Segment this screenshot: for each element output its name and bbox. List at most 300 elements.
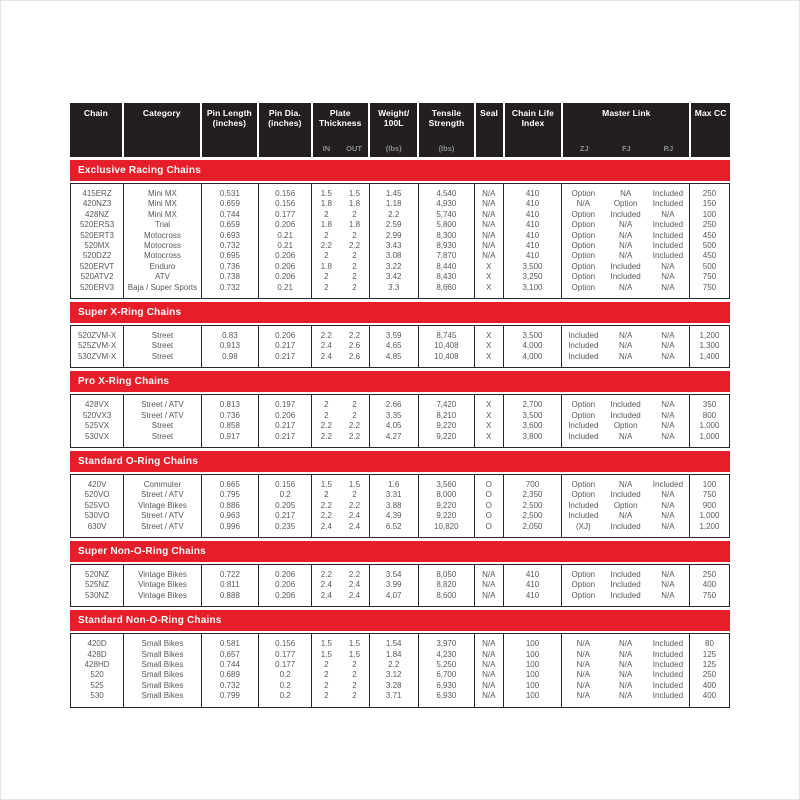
cell-pin-length: 0.811 — [201, 580, 258, 590]
cell-plate-in: 2 — [324, 670, 329, 680]
cell-chain-life: 2,500 — [503, 511, 562, 521]
section-title: Exclusive Racing Chains — [70, 160, 730, 181]
cell-pin-length: 0.744 — [201, 660, 258, 670]
cell-tensile: 9,220 — [418, 501, 474, 511]
cell-pin-length: 0.963 — [201, 511, 258, 521]
cell-max-cc: 400 — [702, 691, 717, 701]
cell-category: ATV — [124, 272, 202, 282]
table-row — [71, 341, 729, 351]
cell-chain-life: 410 — [503, 220, 562, 230]
cell-seal: O — [474, 501, 503, 511]
cell-master-fj: N/A — [618, 670, 633, 680]
table-row — [71, 511, 729, 521]
cell-master-zj: Option — [571, 400, 596, 410]
cell-chain-life: 2,700 — [503, 395, 562, 410]
cell-plate-out: 2 — [340, 691, 369, 706]
col-header-weight — [369, 103, 419, 157]
cell-max-cc: 1,400 — [699, 351, 720, 361]
cell-category: Small Bikes — [124, 691, 202, 706]
cell-weight: 4.27 — [369, 432, 418, 447]
cell-tensile: 8,660 — [418, 283, 474, 298]
table-row — [71, 210, 729, 220]
col-header-max-cc — [690, 103, 730, 157]
table-row — [71, 670, 729, 680]
cell-category: Street / ATV — [124, 395, 202, 410]
cell-pin-dia: 0.217 — [259, 511, 312, 521]
cell-chain: 525VO — [71, 501, 124, 511]
cell-weight: 4.65 — [369, 341, 418, 351]
cell-chain-life: 100 — [503, 660, 562, 670]
cell-chain: 520VO — [71, 490, 124, 500]
subcol-label-lbs: (lbs) — [438, 144, 455, 153]
cell-weight: 3.99 — [369, 580, 418, 590]
cell-plate-out: 2.2 — [340, 501, 369, 511]
cell-max-cc: 1,000 — [699, 511, 720, 521]
cell-category: Mini MX — [124, 184, 202, 199]
table-row — [71, 681, 729, 691]
cell-pin-dia: 0.235 — [259, 522, 312, 537]
cell-master-fj: NA — [620, 189, 632, 198]
cell-plate-out: 1.8 — [340, 199, 369, 209]
cell-chain-life: 410 — [503, 241, 562, 251]
cell-chain-life: 3,500 — [503, 411, 562, 421]
cell-pin-length: 0.98 — [201, 352, 258, 367]
cell-max-cc: 125 — [702, 659, 717, 669]
col-label: Seal — [480, 108, 498, 118]
cell-chain-life: 100 — [503, 681, 562, 691]
cell-seal: X — [474, 395, 503, 410]
cell-pin-length: 0.659 — [201, 199, 258, 209]
cell-max-cc: 750 — [702, 590, 717, 600]
cell-plate-in: 2.4 — [320, 351, 332, 361]
section-title: Super Non-O-Ring Chains — [70, 541, 730, 562]
cell-pin-length: 0.722 — [201, 565, 258, 580]
cell-category: Motocross — [124, 241, 202, 251]
table-row — [71, 475, 729, 490]
table-row — [71, 411, 729, 421]
table-row — [71, 352, 729, 367]
cell-tensile: 7,420 — [418, 395, 474, 410]
cell-master-rj: N/A — [647, 421, 690, 431]
cell-category: Motocross — [124, 231, 202, 241]
cell-max-cc: 250 — [702, 670, 717, 680]
cell-weight: 3.12 — [369, 670, 418, 680]
section-super-x-ring — [70, 302, 730, 368]
cell-master-rj: Included — [647, 475, 690, 490]
table-row — [71, 691, 729, 706]
cell-master-fj: N/A — [618, 282, 633, 292]
cell-pin-dia: 0.21 — [259, 283, 312, 298]
cell-max-cc: 125 — [702, 649, 717, 659]
cell-pin-length: 0.732 — [201, 681, 258, 691]
cell-max-cc: 250 — [702, 189, 717, 198]
cell-chain: 530 — [71, 691, 124, 706]
cell-max-cc: 500 — [702, 261, 717, 271]
cell-plate-in: 1.8 — [320, 220, 332, 230]
cell-plate-in: 2 — [324, 410, 329, 420]
cell-plate-out: 2 — [340, 210, 369, 220]
cell-pin-dia: 0.2 — [259, 681, 312, 691]
cell-max-cc: 750 — [702, 282, 717, 292]
cell-seal: N/A — [474, 634, 503, 649]
section-standard-non-o-ring — [70, 610, 730, 707]
cell-master-zj: N/A — [576, 199, 590, 209]
cell-tensile: 8,745 — [418, 326, 474, 341]
cell-weight: 3.71 — [369, 691, 418, 706]
cell-chain: 428D — [71, 650, 124, 660]
cell-chain-life: 2,500 — [503, 501, 562, 511]
cell-tensile: 6,930 — [418, 681, 474, 691]
cell-master-fj: N/A — [618, 649, 633, 659]
cell-plate-in: 2 — [324, 251, 329, 261]
cell-chain: 530VX — [71, 432, 124, 447]
cell-weight: 3.59 — [369, 326, 418, 341]
section-exclusive-racing — [70, 160, 730, 299]
cell-tensile: 10,408 — [418, 341, 474, 351]
cell-pin-dia: 0.177 — [259, 650, 312, 660]
cell-max-cc: 500 — [702, 241, 717, 251]
cell-tensile: 10,408 — [418, 352, 474, 367]
cell-tensile: 8,050 — [418, 565, 474, 580]
cell-chain: 525 — [71, 681, 124, 691]
cell-plate-in: 2.2 — [320, 241, 332, 251]
cell-chain: 520ERV3 — [71, 283, 124, 298]
cell-master-rj: Included — [647, 220, 690, 230]
cell-plate-in: 1.8 — [320, 261, 332, 271]
cell-weight: 3.22 — [369, 262, 418, 272]
cell-plate-out: 2.4 — [340, 580, 369, 590]
cell-pin-dia: 0.2 — [259, 490, 312, 500]
cell-master-zj: Option — [571, 569, 596, 579]
cell-chain: 530VO — [71, 511, 124, 521]
cell-plate-out: 2 — [340, 395, 369, 410]
cell-pin-dia: 0.206 — [259, 220, 312, 230]
cell-max-cc: 1,200 — [699, 521, 720, 531]
cell-tensile: 6,930 — [418, 691, 474, 706]
cell-pin-dia: 0.206 — [259, 251, 312, 261]
cell-master-zj: Option — [571, 590, 596, 600]
cell-max-cc: 800 — [702, 410, 717, 420]
table-row — [71, 184, 729, 199]
cell-category: Mini MX — [124, 199, 202, 209]
cell-master-fj: N/A — [618, 479, 633, 489]
cell-plate-out: 2 — [340, 681, 369, 691]
cell-category: Street / ATV — [124, 490, 202, 500]
cell-seal: X — [474, 421, 503, 431]
cell-master-rj: Included — [647, 634, 690, 649]
cell-max-cc: 80 — [705, 639, 714, 649]
cell-master-rj: N/A — [647, 580, 690, 590]
cell-max-cc: 750 — [702, 272, 717, 282]
cell-category: Street — [124, 326, 202, 341]
cell-seal: N/A — [474, 199, 503, 209]
cell-pin-dia: 0.205 — [259, 501, 312, 511]
cell-master-rj: Included — [647, 241, 690, 251]
cell-max-cc: 450 — [702, 251, 717, 261]
table-row — [71, 231, 729, 241]
cell-master-fj: Included — [610, 209, 641, 219]
cell-seal: N/A — [474, 241, 503, 251]
cell-weight: 1.18 — [369, 199, 418, 209]
cell-tensile: 4,230 — [418, 650, 474, 660]
cell-pin-dia: 0.197 — [259, 395, 312, 410]
cell-master-zj: Option — [571, 261, 596, 271]
cell-weight: 1.84 — [369, 650, 418, 660]
col-label: Max CC — [694, 108, 727, 118]
cell-seal: X — [474, 352, 503, 367]
cell-plate-out: 2 — [340, 262, 369, 272]
cell-category: Vintage Bikes — [124, 591, 202, 606]
cell-plate-out: 2 — [340, 251, 369, 261]
cell-category: Small Bikes — [124, 660, 202, 670]
cell-plate-in: 1.5 — [320, 639, 332, 649]
col-label: Tensile Strength — [428, 108, 465, 128]
cell-master-zj: Option — [571, 282, 596, 292]
cell-master-zj: Option — [571, 272, 596, 282]
cell-master-zj: Option — [571, 580, 596, 590]
cell-tensile: 8,430 — [418, 272, 474, 282]
cell-master-zj: Included — [568, 421, 599, 431]
cell-plate-out: 2 — [340, 272, 369, 282]
cell-weight: 2.66 — [369, 395, 418, 410]
cell-master-rj: N/A — [647, 272, 690, 282]
cell-master-rj: N/A — [647, 395, 690, 410]
cell-pin-dia: 0.177 — [259, 660, 312, 670]
cell-chain-life: 100 — [503, 670, 562, 680]
cell-max-cc: 100 — [702, 479, 717, 489]
cell-plate-out: 2 — [340, 231, 369, 241]
section-title: Super X-Ring Chains — [70, 302, 730, 323]
cell-pin-dia: 0.156 — [259, 634, 312, 649]
cell-master-zj: Option — [571, 241, 596, 251]
cell-plate-in: 2.2 — [320, 500, 332, 510]
cell-pin-length: 0.83 — [201, 326, 258, 341]
cell-pin-dia: 0.2 — [259, 670, 312, 680]
cell-seal: X — [474, 432, 503, 447]
cell-tensile: 10,820 — [418, 522, 474, 537]
cell-pin-dia: 0.177 — [259, 210, 312, 220]
cell-max-cc: 250 — [702, 569, 717, 579]
cell-max-cc: 450 — [702, 230, 717, 240]
cell-chain-life: 3,600 — [503, 421, 562, 431]
cell-master-fj: Option — [613, 199, 638, 209]
col-label: Pin Length (inches) — [206, 108, 252, 128]
cell-chain: 428HD — [71, 660, 124, 670]
cell-plate-in: 2 — [324, 490, 329, 500]
section-pro-x-ring — [70, 371, 730, 448]
cell-weight: 2.2 — [369, 660, 418, 670]
cell-pin-dia: 0.206 — [259, 262, 312, 272]
cell-tensile: 8,600 — [418, 591, 474, 606]
cell-chain: 525VX — [71, 421, 124, 431]
cell-chain: 525ZVM-X — [71, 341, 124, 351]
cell-seal: N/A — [474, 681, 503, 691]
table-row — [71, 421, 729, 431]
cell-plate-out: 2 — [340, 670, 369, 680]
cell-pin-length: 0.581 — [201, 634, 258, 649]
cell-max-cc: 400 — [702, 680, 717, 690]
cell-category: Street / ATV — [124, 511, 202, 521]
cell-chain-life: 3,100 — [503, 283, 562, 298]
cell-master-rj: N/A — [647, 341, 690, 351]
subcol-label-out: OUT — [346, 144, 362, 153]
cell-plate-in: 2.4 — [320, 521, 332, 531]
cell-master-rj: N/A — [647, 432, 690, 447]
cell-chain-life: 100 — [503, 650, 562, 660]
cell-seal: N/A — [474, 220, 503, 230]
cell-tensile: 5,800 — [418, 220, 474, 230]
cell-chain-life: 410 — [503, 251, 562, 261]
cell-plate-out: 1.5 — [340, 650, 369, 660]
chain-spec-table — [70, 103, 730, 709]
cell-plate-out: 2 — [340, 283, 369, 298]
cell-seal: O — [474, 490, 503, 500]
cell-plate-out: 1.5 — [340, 475, 369, 490]
cell-tensile: 4,930 — [418, 199, 474, 209]
cell-seal: N/A — [474, 670, 503, 680]
cell-max-cc: 900 — [702, 500, 717, 510]
cell-category: Street — [124, 421, 202, 431]
table-row — [71, 220, 729, 230]
cell-master-fj: Included — [610, 400, 641, 410]
cell-master-rj: Included — [647, 650, 690, 660]
cell-master-zj: Option — [571, 490, 596, 500]
cell-master-fj: N/A — [618, 220, 633, 230]
cell-master-zj: Included — [568, 351, 599, 361]
cell-weight: 4.05 — [369, 421, 418, 431]
table-row — [71, 283, 729, 298]
cell-tensile: 7,870 — [418, 251, 474, 261]
cell-master-rj: Included — [647, 231, 690, 241]
cell-weight: 3.35 — [369, 411, 418, 421]
cell-master-zj: Included — [568, 431, 599, 441]
table-header — [70, 103, 730, 157]
cell-pin-length: 0.996 — [201, 522, 258, 537]
table-row — [71, 326, 729, 341]
cell-weight: 3.31 — [369, 490, 418, 500]
cell-master-fj: N/A — [618, 351, 633, 361]
cell-category: Small Bikes — [124, 670, 202, 680]
cell-plate-in: 2 — [324, 230, 329, 240]
cell-master-zj: Option — [571, 209, 596, 219]
cell-category: Small Bikes — [124, 681, 202, 691]
cell-seal: O — [474, 522, 503, 537]
cell-weight: 4.39 — [369, 511, 418, 521]
cell-plate-in: 2.2 — [320, 331, 332, 341]
cell-pin-dia: 0.217 — [259, 421, 312, 431]
cell-master-zj: Option — [571, 479, 596, 489]
cell-chain: 525NZ — [71, 580, 124, 590]
cell-pin-length: 0.744 — [201, 210, 258, 220]
table-row — [71, 432, 729, 447]
cell-master-rj: Included — [647, 691, 690, 706]
cell-plate-in: 2.4 — [320, 341, 332, 351]
cell-pin-dia: 0.21 — [259, 231, 312, 241]
cell-weight: 2.59 — [369, 220, 418, 230]
cell-weight: 3.3 — [369, 283, 418, 298]
cell-tensile: 9,220 — [418, 421, 474, 431]
cell-category: Motocross — [124, 251, 202, 261]
cell-tensile: 8,930 — [418, 241, 474, 251]
cell-chain: 630V — [71, 522, 124, 537]
cell-seal: X — [474, 411, 503, 421]
cell-tensile: 9,220 — [418, 432, 474, 447]
cell-weight: 3.54 — [369, 565, 418, 580]
cell-master-fj: Included — [610, 521, 641, 531]
section-title: Standard O-Ring Chains — [70, 451, 730, 472]
table-row — [71, 251, 729, 261]
subcol-label-in: IN — [322, 144, 331, 153]
cell-pin-length: 0.738 — [201, 272, 258, 282]
col-label: Plate Thickness — [318, 108, 362, 128]
cell-pin-dia: 0.206 — [259, 591, 312, 606]
cell-master-fj: N/A — [618, 331, 633, 341]
col-label: Pin Dia. (inches) — [268, 108, 302, 128]
cell-pin-dia: 0.156 — [259, 199, 312, 209]
table-row — [71, 580, 729, 590]
section-standard-o-ring — [70, 451, 730, 538]
cell-master-zj: Included — [568, 331, 599, 341]
section-title: Pro X-Ring Chains — [70, 371, 730, 392]
cell-tensile: 3,560 — [418, 475, 474, 490]
cell-master-rj: N/A — [647, 411, 690, 421]
subcol-label-rj: RJ — [663, 144, 674, 153]
cell-master-zj: Included — [568, 341, 599, 351]
cell-chain: 420D — [71, 634, 124, 649]
cell-plate-out: 2 — [340, 490, 369, 500]
cell-seal: O — [474, 475, 503, 490]
cell-max-cc: 150 — [702, 199, 717, 209]
cell-seal: N/A — [474, 591, 503, 606]
cell-category: Street / ATV — [124, 411, 202, 421]
cell-plate-in: 2 — [324, 400, 329, 410]
cell-max-cc: 400 — [702, 580, 717, 590]
cell-chain-life: 4,000 — [503, 352, 562, 367]
cell-chain-life: 410 — [503, 591, 562, 606]
cell-max-cc: 1,000 — [699, 431, 720, 441]
cell-chain-life: 410 — [503, 565, 562, 580]
cell-tensile: 8,440 — [418, 262, 474, 272]
cell-plate-in: 2.2 — [320, 431, 332, 441]
cell-plate-in: 2.2 — [320, 421, 332, 431]
cell-chain: 520 — [71, 670, 124, 680]
cell-master-zj: Option — [571, 410, 596, 420]
table-row — [71, 490, 729, 500]
cell-pin-dia: 0.156 — [259, 184, 312, 199]
cell-plate-in: 2.2 — [320, 511, 332, 521]
col-label: Category — [142, 108, 181, 118]
cell-plate-in: 2.4 — [320, 580, 332, 590]
cell-chain: 520ATV2 — [71, 272, 124, 282]
cell-master-rj: N/A — [647, 522, 690, 537]
cell-weight: 3.88 — [369, 501, 418, 511]
cell-weight: 3.42 — [369, 272, 418, 282]
cell-master-rj: Included — [647, 184, 690, 199]
cell-chain-life: 410 — [503, 210, 562, 220]
cell-tensile: 8,300 — [418, 231, 474, 241]
cell-pin-length: 0.732 — [201, 241, 258, 251]
table-row — [71, 660, 729, 670]
cell-master-zj: (XJ) — [575, 521, 591, 531]
cell-chain: 520ERS3 — [71, 220, 124, 230]
cell-plate-in: 2.2 — [320, 569, 332, 579]
cell-weight: 3.08 — [369, 251, 418, 261]
col-header-master-link — [562, 103, 690, 157]
cell-pin-length: 0.886 — [201, 501, 258, 511]
cell-chain: 415ERZ — [71, 184, 124, 199]
cell-chain: 520NZ — [71, 565, 124, 580]
cell-plate-in: 1.5 — [320, 479, 332, 489]
